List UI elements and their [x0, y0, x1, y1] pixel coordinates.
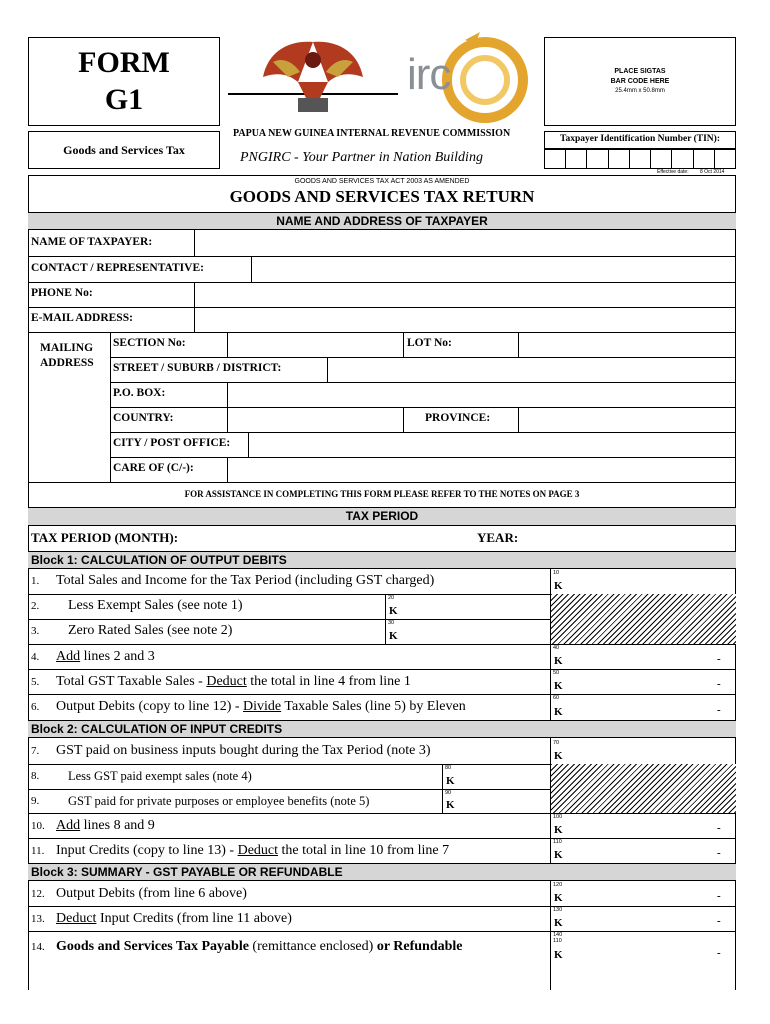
- barcode-label-1: PLACE SIGTAS: [614, 68, 666, 75]
- line5-amount[interactable]: 50 K -: [550, 669, 736, 694]
- line3-amount[interactable]: 30 K: [385, 619, 550, 644]
- line9-text: GST paid for private purposes or employee benefits (note 5): [68, 794, 370, 808]
- line7-number: 7.: [31, 745, 40, 757]
- label-pobox: P.O. BOX:: [113, 387, 166, 399]
- tin-label: Taxpayer Identification Number (TIN):: [559, 134, 720, 144]
- line9-amount[interactable]: 90 K: [442, 789, 550, 813]
- label-lot: LOT No:: [407, 337, 452, 349]
- contact-field[interactable]: [251, 256, 736, 282]
- block2-title: Block 2: CALCULATION OF INPUT CREDITS: [31, 722, 283, 736]
- line14-amount[interactable]: 140 110 K -: [550, 931, 736, 990]
- phone-field[interactable]: [194, 282, 736, 307]
- name-field[interactable]: [194, 230, 736, 256]
- line10-number: 10.: [31, 820, 45, 832]
- careof-field[interactable]: [227, 457, 736, 482]
- line14-text: Goods and Services Tax Payable (remittance enclosed) or Refundable: [56, 939, 463, 954]
- line4-amount[interactable]: 40 K -: [550, 644, 736, 669]
- effective-date: 8 Oct 2014: [700, 169, 725, 175]
- line11-text: Input Credits (copy to line 13) - Deduct the total in line 10 from line 7: [56, 843, 450, 858]
- label-careof: CARE OF (C/-):: [113, 462, 194, 474]
- line7-amount[interactable]: 70 K: [550, 738, 736, 764]
- line1-number: 1.: [31, 575, 40, 587]
- line3-text: Zero Rated Sales (see note 2): [68, 623, 233, 638]
- line10-text: Add lines 8 and 9: [56, 818, 155, 833]
- line2-number: 2.: [31, 600, 40, 612]
- lot-field[interactable]: [518, 332, 736, 357]
- label-tax-year: YEAR:: [477, 530, 519, 545]
- line12-amount[interactable]: 120 K -: [550, 881, 736, 906]
- hatched-area-2: [550, 764, 736, 813]
- png-crest-icon: [228, 32, 398, 122]
- section-field[interactable]: [227, 332, 404, 357]
- label-street: STREET / SUBURB / DISTRICT:: [113, 362, 282, 374]
- line6-amount[interactable]: 60 K -: [550, 694, 736, 720]
- label-tax-month: TAX PERIOD (MONTH):: [31, 530, 179, 545]
- line7-text: GST paid on business inputs bought during the Tax Period (note 3): [56, 743, 431, 758]
- label-section: SECTION No:: [113, 337, 186, 349]
- tax-year-field[interactable]: [525, 527, 735, 551]
- form-subtitle: Goods and Services Tax: [63, 143, 185, 157]
- line5-number: 5.: [31, 676, 40, 688]
- street-field[interactable]: [327, 357, 736, 382]
- line1-text: Total Sales and Income for the Tax Period (including GST charged): [56, 573, 435, 588]
- line13-amount[interactable]: 130 K -: [550, 906, 736, 931]
- city-field[interactable]: [248, 432, 736, 457]
- line13-text: Deduct Input Credits (from line 11 above): [56, 911, 292, 926]
- line10-amount[interactable]: 100 K -: [550, 813, 736, 838]
- country-field[interactable]: [227, 407, 404, 432]
- return-title: GOODS AND SERVICES TAX RETURN: [229, 187, 535, 206]
- label-email: E-MAIL ADDRESS:: [31, 312, 133, 324]
- agency-name: PAPUA NEW GUINEA INTERNAL REVENUE COMMISSION: [233, 128, 511, 139]
- line8-text: Less GST paid exempt sales (note 4): [68, 769, 252, 783]
- line2-amount[interactable]: 20 K: [385, 594, 550, 619]
- line13-number: 13.: [31, 913, 45, 925]
- label-province: PROVINCE:: [425, 412, 491, 424]
- barcode-label-2: BAR CODE HERE: [610, 78, 670, 85]
- label-contact: CONTACT / REPRESENTATIVE:: [31, 262, 204, 274]
- line8-number: 8.: [31, 770, 40, 782]
- line14-number: 14.: [31, 941, 45, 953]
- tax-month-field[interactable]: [195, 527, 465, 551]
- barcode-size: 25.4mm x 50.8mm: [615, 88, 665, 94]
- line9-number: 9.: [31, 795, 40, 807]
- line4-number: 4.: [31, 651, 40, 663]
- label-mailing-2: ADDRESS: [40, 357, 94, 369]
- label-city: CITY / POST OFFICE:: [113, 437, 231, 449]
- block3-title: Block 3: SUMMARY - GST PAYABLE OR REFUNDABLE: [31, 865, 343, 879]
- pobox-field[interactable]: [227, 382, 736, 407]
- line1-amount[interactable]: 10 K: [550, 569, 736, 594]
- effective-label: Effective date:: [657, 169, 689, 175]
- line11-number: 11.: [31, 845, 45, 857]
- line12-text: Output Debits (from line 6 above): [56, 886, 247, 901]
- act-reference: GOODS AND SERVICES TAX ACT 2003 AS AMENDED: [294, 178, 470, 185]
- line6-number: 6.: [31, 701, 40, 713]
- assistance-note: FOR ASSISTANCE IN COMPLETING THIS FORM PLEASE REFER TO THE NOTES ON PAGE 3: [184, 489, 580, 499]
- province-field[interactable]: [518, 407, 736, 432]
- email-field[interactable]: [194, 307, 736, 332]
- line12-number: 12.: [31, 888, 45, 900]
- form-title-line1: FORM: [78, 46, 170, 79]
- slogan: PNGIRC - Your Partner in Nation Building: [240, 150, 483, 165]
- irc-logo-text: irc: [407, 50, 451, 99]
- tin-field[interactable]: [544, 149, 736, 169]
- line5-text: Total GST Taxable Sales - Deduct the total in line 4 from line 1: [56, 674, 411, 689]
- label-name: NAME OF TAXPAYER:: [31, 236, 153, 248]
- line8-amount[interactable]: 80 K: [442, 764, 550, 789]
- block1-title: Block 1: CALCULATION OF OUTPUT DEBITS: [31, 553, 287, 567]
- hatched-area-1: [550, 594, 736, 644]
- label-country: COUNTRY:: [113, 412, 174, 424]
- line3-number: 3.: [31, 625, 40, 637]
- line4-text: Add lines 2 and 3: [56, 649, 155, 664]
- line6-text: Output Debits (copy to line 12) - Divide Taxable Sales (line 5) by Eleven: [56, 699, 466, 714]
- label-mailing-1: MAILING: [40, 342, 94, 354]
- line11-amount[interactable]: 110 K -: [550, 838, 736, 863]
- label-phone: PHONE No:: [31, 287, 93, 299]
- form-title-line2: G1: [104, 83, 144, 116]
- line2-text: Less Exempt Sales (see note 1): [68, 598, 243, 613]
